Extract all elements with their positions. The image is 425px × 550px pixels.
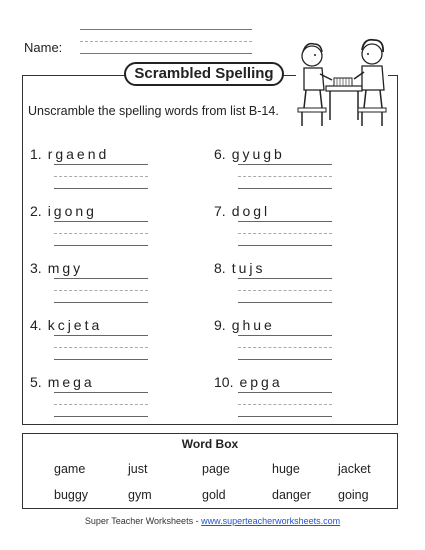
item-number: 7. [214,203,226,219]
name-line-base [80,53,252,54]
scrambled-word: igong [47,203,97,219]
answer-guide-6 [238,176,332,177]
name-label: Name: [24,40,63,55]
item-3 [30,260,83,276]
scrambled-word: mgy [47,260,84,276]
answer-guide-2 [54,233,148,234]
item-number: 4. [30,317,42,333]
answer-guide-5 [54,404,148,405]
answer-guide-4 [54,347,148,348]
item-9 [214,317,275,333]
word-box-word: game [54,462,86,476]
word-box-word: huge [272,462,300,476]
answer-base-1 [54,188,148,189]
answer-guide-3 [54,290,148,291]
scrambled-word: rgaend [47,146,110,162]
answer-guide-10 [238,404,332,405]
item-7 [214,203,270,219]
item-4 [30,317,102,333]
answer-line-4[interactable] [54,335,148,336]
answer-base-4 [54,359,148,360]
answer-base-6 [238,188,332,189]
word-box-word: just [128,462,148,476]
item-number: 2. [30,203,42,219]
name-line[interactable] [80,29,252,30]
item-number: 6. [214,146,226,162]
item-number: 8. [214,260,226,276]
instructions: Unscramble the spelling words from list B-14. [28,104,279,118]
word-box-word: buggy [54,488,89,502]
word-box-word: page [202,462,230,476]
answer-guide-9 [238,347,332,348]
answer-guide-8 [238,290,332,291]
footer [0,516,425,526]
item-number: 3. [30,260,42,276]
answer-line-10[interactable] [238,392,332,393]
item-10 [214,374,283,390]
scrambled-word: dogl [231,203,271,219]
item-1 [30,146,109,162]
word-box-title: Word Box [181,437,239,451]
answer-line-8[interactable] [238,278,332,279]
scrambled-word: gyugb [231,146,285,162]
answer-line-3[interactable] [54,278,148,279]
item-6 [214,146,285,162]
scrambled-word: epga [239,374,283,390]
answer-base-7 [238,245,332,246]
answer-base-5 [54,416,148,417]
scrambled-word: kcjeta [47,317,103,333]
kids-playing-board-game-icon [296,28,388,132]
answer-base-8 [238,302,332,303]
answer-guide-1 [54,176,148,177]
word-box-word: going [338,488,369,502]
word-box-word: gold [202,488,226,502]
answer-base-9 [238,359,332,360]
answer-base-3 [54,302,148,303]
answer-base-2 [54,245,148,246]
answer-line-1[interactable] [54,164,148,165]
answer-base-10 [238,416,332,417]
worksheet-title: Scrambled Spelling [124,62,284,86]
name-line-dashed [80,41,252,42]
word-box-word: jacket [338,462,371,476]
item-2 [30,203,97,219]
scrambled-word: ghue [231,317,275,333]
item-5 [30,374,95,390]
answer-guide-7 [238,233,332,234]
scrambled-word: mega [47,374,95,390]
word-box-word: danger [272,488,311,502]
scrambled-word: tujs [231,260,266,276]
answer-line-7[interactable] [238,221,332,222]
answer-line-2[interactable] [54,221,148,222]
answer-line-5[interactable] [54,392,148,393]
word-box-word: gym [128,488,152,502]
item-number: 9. [214,317,226,333]
answer-line-6[interactable] [238,164,332,165]
item-8 [214,260,265,276]
item-number: 1. [30,146,42,162]
answer-line-9[interactable] [238,335,332,336]
footer-link[interactable]: www.superteacherworksheets.com [201,516,341,526]
footer-text: Super Teacher Worksheets - [84,516,202,526]
item-number: 5. [30,374,42,390]
item-number: 10. [214,374,234,390]
